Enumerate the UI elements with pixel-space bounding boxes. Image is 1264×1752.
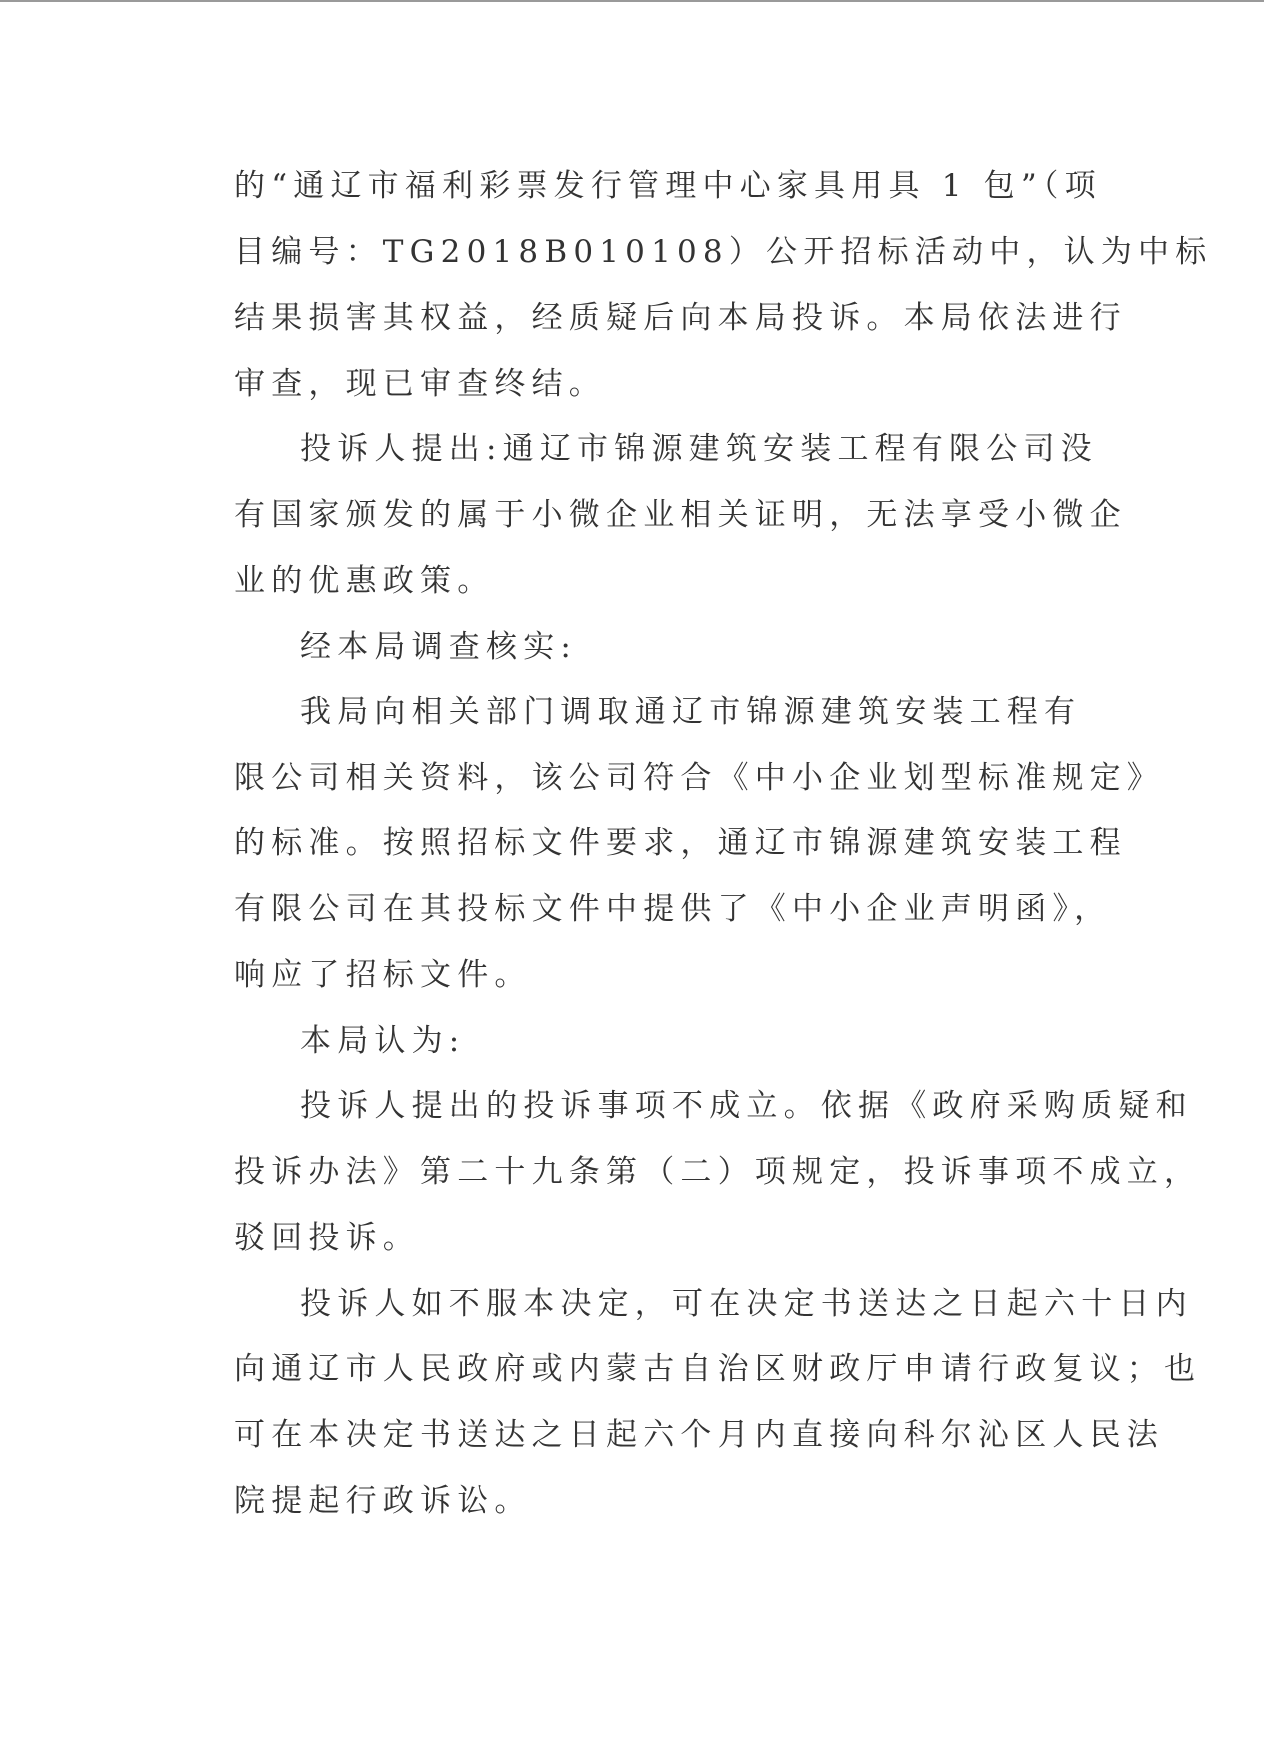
line-14: 本局认为:: [300, 1023, 466, 1059]
line-1: 的“通辽市福利彩票发行管理中心家具用具 1 包”（项: [234, 168, 1102, 204]
line-9: 我局向相关部门调取通辽市锦源建筑安装工程有: [300, 694, 1082, 730]
line-4: 审查，现已审查终结。: [234, 366, 606, 402]
line-17: 驳回投诉。: [234, 1220, 420, 1256]
line-8: 经本局调查核实:: [300, 629, 578, 665]
line-10: 限公司相关资料，该公司符合《中小企业划型标准规定》: [234, 760, 1164, 796]
line-12: 有限公司在其投标文件中提供了《中小企业声明函》，: [234, 891, 1112, 927]
line-5: 投诉人提出:通辽市锦源建筑安装工程有限公司没: [300, 431, 1098, 467]
line-2: 目编号：TG2018B010108）公开招标活动中，认为中标: [234, 234, 1213, 270]
line-7: 业的优惠政策。: [234, 563, 495, 599]
line-15: 投诉人提出的投诉事项不成立。依据《政府采购质疑和: [300, 1088, 1193, 1124]
line-18: 投诉人如不服本决定，可在决定书送达之日起六十日内: [300, 1286, 1193, 1322]
line-3: 结果损害其权益，经质疑后向本局投诉。本局依法进行: [234, 300, 1127, 336]
line-20: 可在本决定书送达之日起六个月内直接向科尔沁区人民法: [234, 1417, 1164, 1453]
line-11: 的标准。按照招标文件要求，通辽市锦源建筑安装工程: [234, 825, 1127, 861]
line-6: 有国家颁发的属于小微企业相关证明，无法享受小微企: [234, 497, 1127, 533]
line-21: 院提起行政诉讼。: [234, 1483, 532, 1519]
line-19: 向通辽市人民政府或内蒙古自治区财政厅申请行政复议；也: [234, 1351, 1202, 1387]
line-13: 响应了招标文件。: [234, 957, 532, 993]
line-16: 投诉办法》第二十九条第（二）项规定，投诉事项不成立，: [234, 1154, 1202, 1190]
